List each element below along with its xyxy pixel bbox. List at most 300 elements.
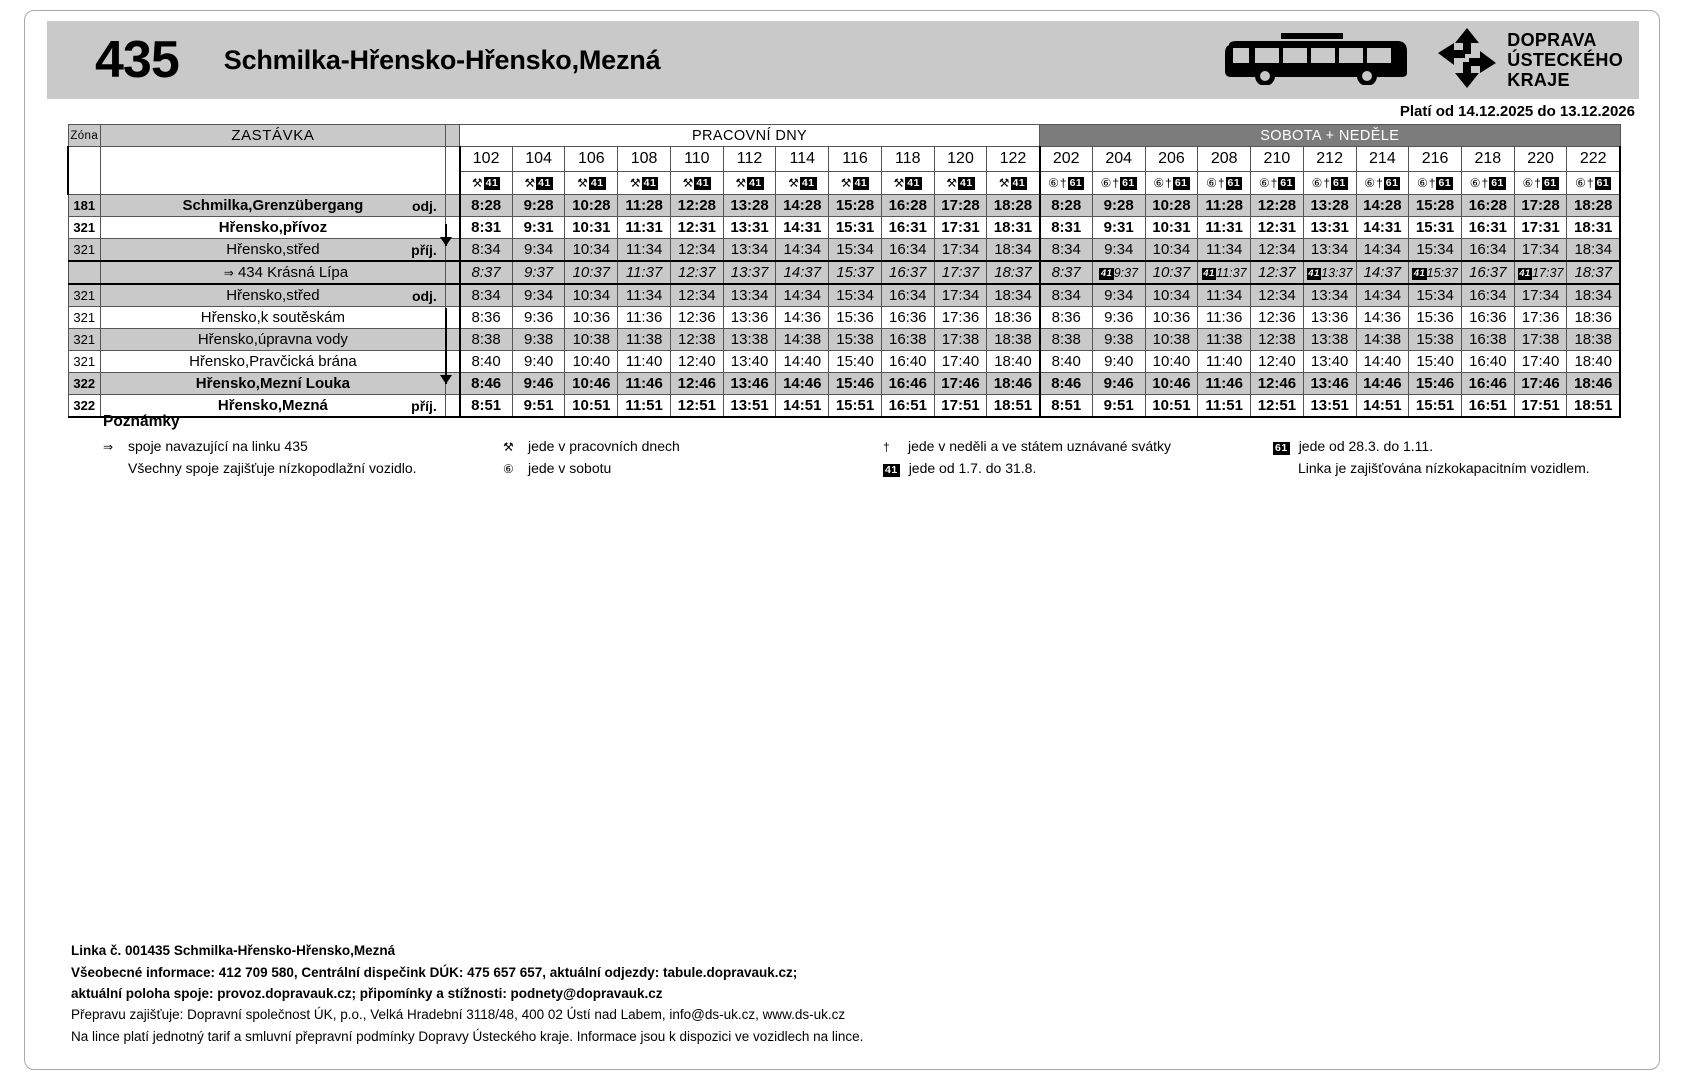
time-cell: 10:40	[565, 351, 618, 373]
time-cell: 8:51	[460, 395, 513, 418]
time-cell: 15:46	[829, 373, 882, 395]
col-symbol-212	[1303, 172, 1356, 195]
col-symbol-106	[565, 172, 618, 195]
col-num-212: 212	[1303, 147, 1356, 172]
time-cell: 8:31	[460, 217, 513, 239]
time-cell: 14:34	[1356, 239, 1409, 262]
badge-41: 41	[1012, 176, 1026, 189]
time-cell: 17:34	[1514, 284, 1567, 307]
cross-icon: †	[1376, 176, 1383, 190]
time-cell: 15:34	[829, 239, 882, 262]
route-title: Schmilka-Hřensko-Hřensko,Mezná	[223, 44, 661, 75]
time-cell: 10:34	[565, 239, 618, 262]
col-symbol-110	[670, 172, 723, 195]
time-cell: 15:37	[829, 261, 882, 284]
timetable-head	[68, 125, 1620, 195]
time-cell: 17:34	[934, 284, 987, 307]
time-cell: 18:37	[1567, 261, 1620, 284]
table-row	[68, 261, 1620, 284]
note-item	[883, 460, 1273, 477]
col-symbol-210	[1251, 172, 1304, 195]
badge-61: 61	[1174, 176, 1188, 189]
time-cell: 13:36	[723, 307, 776, 329]
col-num-208: 208	[1198, 147, 1251, 172]
time-cell: 10:34	[565, 284, 618, 307]
time-cell: 12:51	[670, 395, 723, 418]
col-symbol-216	[1409, 172, 1462, 195]
col-num-218: 218	[1461, 147, 1514, 172]
time-cell: 17:51	[1514, 395, 1567, 418]
time-cell: 16:38	[881, 329, 934, 351]
time-cell: 13:34	[723, 284, 776, 307]
time-cell: 18:34	[987, 239, 1040, 262]
continuity-arrow-cell	[445, 351, 459, 373]
row-zone: 321	[68, 307, 100, 329]
row-zone: 321	[68, 351, 100, 373]
row-zone: 321	[68, 284, 100, 307]
time-cell: 14:40	[776, 351, 829, 373]
cross-icon: †	[1217, 176, 1225, 190]
zone-blank	[68, 147, 100, 195]
row-arrdep-mark: příj.	[411, 241, 437, 258]
time-cell: 18:28	[987, 195, 1040, 217]
time-cell: 10:36	[565, 307, 618, 329]
hammers-icon: ⚒	[503, 440, 514, 454]
time-cell: 15:28	[829, 195, 882, 217]
badge-41: 41	[590, 176, 604, 189]
time-cell: 10:36	[1145, 307, 1198, 329]
time-cell: 17:38	[934, 329, 987, 351]
row-zone: 322	[68, 395, 100, 418]
time-cell: 15:31	[1409, 217, 1462, 239]
row-arrdep-mark: odj.	[411, 197, 437, 214]
time-cell: 13:40	[723, 351, 776, 373]
time-cell: 16:40	[881, 351, 934, 373]
badge-61: 61	[1385, 176, 1399, 189]
time-cell: 11:34	[1198, 239, 1251, 262]
time-cell: 8:51	[1040, 395, 1093, 418]
time-cell: 9:46	[512, 373, 565, 395]
cross-icon: †	[1586, 176, 1594, 190]
stop-header: ZASTÁVKA	[100, 125, 445, 147]
row-zone: 321	[68, 217, 100, 239]
time-cell: 10:46	[565, 373, 618, 395]
badge-41: 41	[885, 464, 898, 477]
note-item	[103, 438, 503, 455]
time-cell: 10:31	[565, 217, 618, 239]
four-arrows-icon	[1437, 27, 1497, 94]
time-cell: 15:34	[1409, 284, 1462, 307]
circled-six-icon: ⑥	[1417, 176, 1428, 190]
time-cell: 8:38	[1040, 329, 1093, 351]
badge-61: 61	[1069, 176, 1083, 189]
note-marker	[503, 441, 519, 453]
time-cell: 14:46	[1356, 373, 1409, 395]
time-cell: 17:31	[934, 217, 987, 239]
row-stop-name: Hřensko,přívoz	[100, 217, 445, 239]
col-symbol-122	[987, 172, 1040, 195]
time-cell: 16:40	[1461, 351, 1514, 373]
badge-41: 41	[854, 176, 868, 189]
time-cell: 16:28	[881, 195, 934, 217]
row-arrdep-mark: příj.	[411, 397, 437, 414]
table-row	[68, 239, 1620, 262]
col-num-110: 110	[670, 147, 723, 172]
badge-41: 41	[907, 176, 920, 189]
col-num-112: 112	[723, 147, 776, 172]
col-num-108: 108	[618, 147, 671, 172]
col-num-204: 204	[1092, 147, 1145, 172]
header-bar	[47, 21, 1639, 99]
badge-61: 61	[1227, 176, 1241, 189]
time-cell: 9:38	[1092, 329, 1145, 351]
col-num-120: 120	[934, 147, 987, 172]
time-cell: 10:34	[1145, 284, 1198, 307]
time-cell: 16:34	[881, 284, 934, 307]
time-cell: 14:37	[1356, 261, 1409, 284]
hammers-icon: ⚒	[682, 176, 694, 190]
table-row	[68, 373, 1620, 395]
continuity-arrowhead-lower	[440, 375, 452, 384]
col-symbol-120	[934, 172, 987, 195]
table-row	[68, 284, 1620, 307]
cross-icon: †	[883, 440, 890, 454]
time-cell: 8:46	[1040, 373, 1093, 395]
duk-line2: ÚSTECKÉHO	[1507, 49, 1623, 70]
time-cell: 8:34	[460, 284, 513, 307]
time-cell: 13:37	[723, 261, 776, 284]
time-cell: 16:34	[881, 239, 934, 262]
badge-61: 61	[1491, 176, 1504, 189]
time-cell: 16:37	[1461, 261, 1514, 284]
col-symbol-112	[723, 172, 776, 195]
time-cell: 9:36	[512, 307, 565, 329]
time-cell: 14:36	[776, 307, 829, 329]
row-stop-name: Hřensko,úpravna vody	[100, 329, 445, 351]
badge-61: 61	[1596, 176, 1610, 189]
time-cell: 11:51	[618, 395, 671, 418]
time-cell: 14:34	[776, 284, 829, 307]
time-cell: 12:34	[1251, 284, 1304, 307]
col-symbol-204	[1092, 172, 1145, 195]
time-cell: 17:34	[1514, 239, 1567, 262]
time-cell: 15:38	[1409, 329, 1462, 351]
col-symbol-108	[618, 172, 671, 195]
circled-six-icon: ⑥	[1048, 176, 1059, 190]
time-cell: 9:37	[512, 261, 565, 284]
col-symbol-208	[1198, 172, 1251, 195]
time-cell: 11:46	[618, 373, 671, 395]
time-cell: 12:38	[1251, 329, 1304, 351]
time-cell: 16:31	[1461, 217, 1514, 239]
note-text: jede od 1.7. do 31.8.	[908, 460, 1037, 477]
time-cell: 13:28	[723, 195, 776, 217]
table-row	[68, 217, 1620, 239]
timetable-page	[24, 10, 1660, 1070]
row-stop-name: Hřensko,Mezná příj.	[100, 395, 445, 418]
time-cell: 41 11:37	[1198, 261, 1251, 284]
time-cell: 8:37	[460, 261, 513, 284]
footer-line-3: aktuální poloha spoje: provoz.dopravauk.cz; připomínky a stížnosti: podnety@dopravauk.cz	[71, 986, 663, 1002]
time-cell: 12:46	[1251, 373, 1304, 395]
time-cell: 12:51	[1251, 395, 1304, 418]
row-stop-name: Hřensko,střed příj.	[100, 239, 445, 262]
badge-41: 41	[1100, 268, 1113, 279]
row-stop-name: ⇒ 434 Krásná Lípa	[100, 261, 445, 284]
time-cell: 9:28	[512, 195, 565, 217]
hammers-icon: ⚒	[577, 176, 588, 190]
time-cell: 8:34	[1040, 284, 1093, 307]
time-cell: 11:40	[618, 351, 671, 373]
time-cell: 12:36	[1251, 307, 1304, 329]
time-cell: 8:36	[460, 307, 513, 329]
note-marker	[883, 464, 900, 477]
time-cell: 8:28	[460, 195, 513, 217]
time-cell: 13:31	[1303, 217, 1356, 239]
time-cell: 11:36	[1198, 307, 1251, 329]
col-num-114: 114	[776, 147, 829, 172]
time-cell: 11:36	[618, 307, 671, 329]
time-cell: 11:38	[618, 329, 671, 351]
time-cell: 12:34	[670, 284, 723, 307]
time-cell: 18:38	[1567, 329, 1620, 351]
time-cell: 10:31	[1145, 217, 1198, 239]
badge-61: 61	[1333, 176, 1346, 189]
time-cell: 11:37	[618, 261, 671, 284]
time-cell: 13:34	[1303, 284, 1356, 307]
time-cell: 10:51	[565, 395, 618, 418]
time-cell: 17:28	[934, 195, 987, 217]
badge-41: 41	[1308, 268, 1320, 279]
continuity-arrow-cell	[445, 261, 459, 284]
time-cell: 10:28	[1145, 195, 1198, 217]
arrow-right-icon: ⇒	[223, 266, 234, 280]
continuity-arrowhead-upper	[440, 237, 452, 246]
time-cell: 14:34	[1356, 284, 1409, 307]
note-item	[883, 438, 1273, 455]
footer	[71, 940, 1591, 1047]
time-cell: 14:36	[1356, 307, 1409, 329]
arrow-spacer-head	[445, 147, 459, 195]
time-cell: 15:31	[829, 217, 882, 239]
circled-six-icon: ⑥	[1311, 176, 1323, 190]
time-cell: 17:51	[934, 395, 987, 418]
hammers-icon: ⚒	[998, 176, 1010, 190]
time-cell: 16:46	[881, 373, 934, 395]
badge-61: 61	[1543, 176, 1557, 189]
note-item	[503, 438, 883, 455]
time-cell: 16:34	[1461, 284, 1514, 307]
time-cell: 9:34	[1092, 284, 1145, 307]
col-symbol-202	[1040, 172, 1093, 195]
time-cell: 14:46	[776, 373, 829, 395]
time-cell: 13:38	[723, 329, 776, 351]
time-cell: 17:34	[934, 239, 987, 262]
time-cell: 15:36	[1409, 307, 1462, 329]
circled-six-icon: ⑥	[1206, 176, 1217, 190]
time-cell: 18:51	[1567, 395, 1620, 418]
row-arrdep-mark: odj.	[411, 287, 437, 304]
badge-61: 61	[1438, 176, 1452, 189]
time-cell: 9:34	[512, 239, 565, 262]
time-cell: 14:34	[776, 239, 829, 262]
time-cell: 9:46	[1092, 373, 1145, 395]
time-cell: 11:34	[1198, 284, 1251, 307]
time-cell: 8:40	[460, 351, 513, 373]
note-text: jede v sobotu	[528, 460, 612, 477]
badge-41: 41	[643, 176, 657, 189]
note-text: jede v neděli a ve státem uznávané svátky	[908, 438, 1172, 454]
badge-61: 61	[1280, 176, 1293, 189]
time-cell: 13:51	[1303, 395, 1356, 418]
time-cell: 9:34	[1092, 239, 1145, 262]
time-cell: 9:51	[512, 395, 565, 418]
time-cell: 41 15:37	[1409, 261, 1462, 284]
validity-text: Platí od 14.12.2025 do 13.12.2026	[1399, 103, 1635, 120]
col-symbol-220	[1514, 172, 1567, 195]
time-cell: 13:38	[1303, 329, 1356, 351]
time-cell: 14:31	[1356, 217, 1409, 239]
row-zone: 322	[68, 373, 100, 395]
time-cell: 11:28	[618, 195, 671, 217]
group-workdays: PRACOVNÍ DNY	[460, 125, 1040, 147]
col-num-222: 222	[1567, 147, 1620, 172]
footer-line-5: Na lince platí jednotný tarif a smluvní přepravní podmínky Dopravy Ústeckého kraje. Informace jsou k dispozici ve vozidlech na lince.	[71, 1028, 864, 1044]
group-weekend: SOBOTA + NEDĚLE	[1040, 125, 1620, 147]
footer-line-2: Všeobecné informace: 412 709 580, Centrální dispečink DÚK: 475 657 657, aktuální odjezdy: tabule.dopravauk.cz;	[71, 964, 798, 980]
col-num-206: 206	[1145, 147, 1198, 172]
time-cell: 8:36	[1040, 307, 1093, 329]
table-row	[68, 351, 1620, 373]
time-cell: 41 17:37	[1514, 261, 1567, 284]
time-cell: 17:37	[934, 261, 987, 284]
time-cell: 15:34	[829, 284, 882, 307]
continuity-line-lower	[445, 308, 447, 384]
time-cell: 16:38	[1461, 329, 1514, 351]
table-row	[68, 195, 1620, 217]
time-cell: 17:46	[1514, 373, 1567, 395]
group-header-row	[68, 125, 1620, 147]
col-symbol-114	[776, 172, 829, 195]
badge-41: 41	[749, 176, 762, 189]
time-cell: 15:38	[829, 329, 882, 351]
time-cell: 14:37	[776, 261, 829, 284]
hammers-icon: ⚒	[840, 176, 852, 190]
col-num-216: 216	[1409, 147, 1462, 172]
badge-41: 41	[485, 176, 499, 189]
time-cell: 14:38	[1356, 329, 1409, 351]
circled-six-icon: ⑥	[1258, 176, 1270, 190]
zone-header: Zóna	[68, 125, 100, 147]
row-zone: 321	[68, 329, 100, 351]
time-cell: 17:36	[1514, 307, 1567, 329]
col-symbol-222	[1567, 172, 1620, 195]
time-cell: 12:46	[670, 373, 723, 395]
time-cell: 18:46	[987, 373, 1040, 395]
row-stop-name: Schmilka,Grenzübergang odj.	[100, 195, 445, 217]
time-cell: 15:51	[829, 395, 882, 418]
note-marker	[883, 441, 899, 453]
time-cell: 8:40	[1040, 351, 1093, 373]
time-cell: 18:34	[987, 284, 1040, 307]
note-marker	[1273, 442, 1290, 455]
badge-41: 41	[801, 176, 815, 189]
time-cell: 17:40	[1514, 351, 1567, 373]
time-cell: 11:31	[1198, 217, 1251, 239]
time-cell: 14:31	[776, 217, 829, 239]
row-zone: 181	[68, 195, 100, 217]
col-num-116: 116	[829, 147, 882, 172]
time-cell: 17:36	[934, 307, 987, 329]
notes-section	[103, 413, 1633, 477]
badge-41: 41	[1519, 268, 1531, 279]
time-cell: 13:34	[723, 239, 776, 262]
time-cell: 12:36	[670, 307, 723, 329]
circled-six-icon: ⑥	[1575, 176, 1586, 190]
time-cell: 12:40	[1251, 351, 1304, 373]
circled-six-icon: ⑥	[1100, 176, 1112, 190]
note-item	[503, 460, 883, 477]
note-text: Linka je zajišťována nízkokapacitním vozidlem.	[1298, 460, 1590, 477]
cross-icon: †	[1323, 176, 1331, 190]
time-cell: 13:36	[1303, 307, 1356, 329]
time-cell: 8:34	[460, 239, 513, 262]
col-num-106: 106	[565, 147, 618, 172]
time-cell: 15:46	[1409, 373, 1462, 395]
duk-logo	[1437, 27, 1623, 94]
circled-six-icon: ⑥	[1469, 176, 1481, 190]
col-num-220: 220	[1514, 147, 1567, 172]
continuity-arrow-cell	[445, 307, 459, 329]
time-cell: 10:38	[565, 329, 618, 351]
time-cell: 14:38	[776, 329, 829, 351]
time-cell: 10:40	[1145, 351, 1198, 373]
time-cell: 12:37	[670, 261, 723, 284]
note-marker	[103, 441, 119, 453]
circled-six-icon: ⑥	[503, 462, 514, 477]
time-cell: 16:28	[1461, 195, 1514, 217]
table-row	[68, 307, 1620, 329]
note-text: Všechny spoje zajišťuje nízkopodlažní vozidlo.	[128, 460, 417, 477]
col-symbol-214	[1356, 172, 1409, 195]
note-text: jede v pracovních dnech	[528, 438, 680, 454]
notes-grid	[103, 438, 1633, 477]
continuity-arrow-cell	[445, 195, 459, 217]
time-cell: 15:28	[1409, 195, 1462, 217]
time-cell: 13:51	[723, 395, 776, 418]
note-marker	[503, 463, 519, 475]
footer-line-1: Linka č. 001435 Schmilka-Hřensko-Hřensko,Mezná	[71, 943, 396, 959]
cross-icon: †	[1165, 176, 1172, 190]
badge-61: 61	[1275, 442, 1288, 454]
time-cell: 16:51	[881, 395, 934, 418]
note-text: jede od 28.3. do 1.11.	[1298, 438, 1434, 454]
time-cell: 9:40	[1092, 351, 1145, 373]
time-cell: 9:51	[1092, 395, 1145, 418]
time-cell: 11:38	[1198, 329, 1251, 351]
col-symbol-104	[512, 172, 565, 195]
time-cell: 17:31	[1514, 217, 1567, 239]
arrow-right-icon: ⇒	[103, 440, 114, 454]
time-cell: 18:40	[987, 351, 1040, 373]
time-cell: 41 9:37	[1092, 261, 1145, 284]
note-text: spoje navazující na linku 435	[128, 438, 308, 454]
badge-41: 41	[960, 176, 973, 189]
time-cell: 14:28	[776, 195, 829, 217]
bus-icon	[1221, 31, 1411, 90]
time-cell: 18:28	[1567, 195, 1620, 217]
time-cell: 12:31	[1251, 217, 1304, 239]
